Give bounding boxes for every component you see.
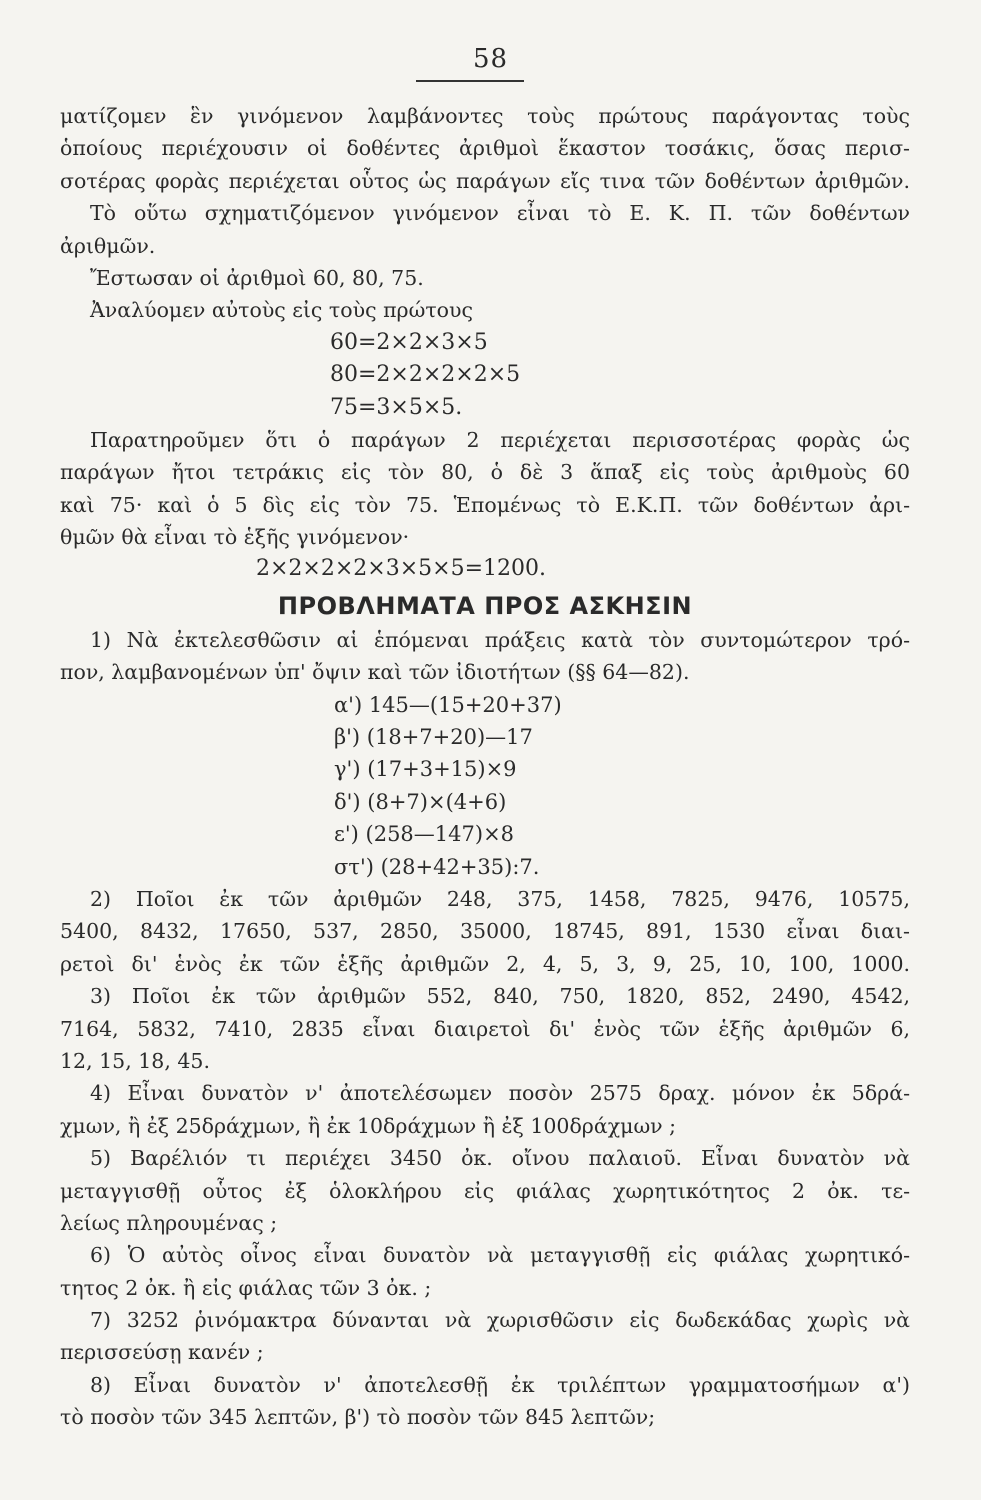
exercise-option: γ') (17+3+15)×9 <box>334 757 517 782</box>
text-line: Ἀναλύομεν αὐτοὺς εἰς τοὺς πρώτους <box>90 298 473 323</box>
text-line: θμῶν θὰ εἶναι τὸ ἑξῆς γινόμενον· <box>60 525 410 550</box>
problem-line: 5400, 8432, 17650, 537, 2850, 35000, 18745, 891, 1530 εἶναι διαι- <box>60 919 910 944</box>
problem-line: 6) Ὁ αὐτὸς οἶνος εἶναι δυνατὸν νὰ μεταγγισθῇ εἰς φιάλας χωρητικό- <box>90 1243 910 1268</box>
section-heading: ΠΡΟΒΛΗΜΑΤΑ ΠΡΟΣ ΑΣΚΗΣΙΝ <box>277 591 693 620</box>
exercise-option: β') (18+7+20)—17 <box>334 725 533 750</box>
problem-line: περισσεύσῃ κανέν ; <box>60 1340 264 1365</box>
result-line: 2×2×2×2×3×5×5=1200. <box>256 556 546 582</box>
exercise-option: στ') (28+42+35):7. <box>334 854 540 879</box>
text-line: παράγων ἤτοι τετράκις εἰς τὸν 80, ὁ δὲ 3 ἅπαξ εἰς τοὺς ἀριθμοὺς 60 <box>60 460 910 485</box>
factorization-line: 80=2×2×2×2×5 <box>330 362 521 388</box>
problem-line: μεταγγισθῇ οὗτος ἐξ ὁλοκλήρου εἰς φιάλας χωρητικότητος 2 ὀκ. τε- <box>60 1178 910 1203</box>
text-line: καὶ 75· καὶ ὁ 5 δὶς εἰς τὸν 75. Ἑπομένως τὸ Ε.Κ.Π. τῶν δοθέντων ἀρι- <box>60 492 910 517</box>
problem-line: 4) Εἶναι δυνατὸν ν' ἀποτελέσωμεν ποσὸν 2575 δραχ. μόνον ἐκ 5δρά- <box>90 1081 910 1106</box>
text-line: ματίζομεν ἓν γινόμενον λαμβάνοντες τοὺς πρώτους παράγοντας τοὺς <box>60 104 910 128</box>
text-line: σοτέρας φορὰς περιέχεται οὗτος ὡς παράγων εἴς τινα τῶν δοθέντων ἀριθμῶν. <box>60 168 910 193</box>
problem-line: 1) Νὰ ἐκτελεσθῶσιν αἱ ἑπόμεναι πράξεις κατὰ τὸν συντομώτερον τρό- <box>90 627 910 652</box>
factorization-line: 60=2×2×3×5 <box>330 329 488 355</box>
problem-line: τὸ ποσὸν τῶν 345 λεπτῶν, β') τὸ ποσὸν τῶν 845 λεπτῶν; <box>60 1405 656 1430</box>
problem-line: 8) Εἶναι δυνατὸν ν' ἀποτελεσθῇ ἐκ τριλέπτων γραμματοσήμων α') <box>90 1372 910 1397</box>
problem-line: 5) Βαρέλιόν τι περιέχει 3450 ὀκ. οἴνου παλαιοῦ. Εἶναι δυνατὸν νὰ <box>90 1146 910 1171</box>
exercise-option: δ') (8+7)×(4+6) <box>334 789 507 814</box>
page-text <box>60 100 910 1434</box>
text-line: ὁποίους περιέχουσιν οἱ δοθέντες ἀριθμοὶ ἕκαστον τοσάκις, ὅσας περισ- <box>60 136 910 161</box>
problem-line: χμων, ἢ ἐξ 25δράχμων, ἢ ἐκ 10δράχμων ἢ ἐξ 100δράχμων ; <box>60 1113 677 1138</box>
problem-line: ρετοὶ δι' ἑνὸς ἐκ τῶν ἑξῆς ἀριθμῶν 2, 4, 5, 3, 9, 25, 10, 100, 1000. <box>60 951 910 976</box>
text-line: Τὸ οὕτω σχηματιζόμενον γινόμενον εἶναι τὸ Ε. Κ. Π. τῶν δοθέντων <box>90 201 910 226</box>
problem-line: τητος 2 ὀκ. ἢ εἰς φιάλας τῶν 3 ὀκ. ; <box>60 1275 432 1300</box>
problem-line: 7) 3252 ῥινόμακτρα δύνανται νὰ χωρισθῶσιν εἰς δωδεκάδας χωρὶς νὰ <box>90 1308 910 1333</box>
problem-line: 2) Ποῖοι ἐκ τῶν ἀριθμῶν 248, 375, 1458, 7825, 9476, 10575, <box>90 886 910 911</box>
problem-line: 12, 15, 18, 45. <box>60 1048 210 1073</box>
exercise-option: ε') (258—147)×8 <box>334 822 515 847</box>
page-number-rule <box>416 80 524 82</box>
problem-line: λείως πληρουμένας ; <box>60 1210 278 1235</box>
exercise-option: α') 145—(15+20+37) <box>334 692 562 717</box>
page-number: 58 <box>472 44 509 74</box>
text-line: Ἔστωσαν οἱ ἀριθμοὶ 60, 80, 75. <box>90 265 424 290</box>
factorization-line: 75=3×5×5. <box>330 394 463 420</box>
problem-line: 7164, 5832, 7410, 2835 εἶναι διαιρετοὶ δι' ἑνὸς τῶν ἑξῆς ἀριθμῶν 6, <box>60 1016 910 1041</box>
text-line: ἀριθμῶν. <box>60 233 156 258</box>
text-line: Παρατηροῦμεν ὅτι ὁ παράγων 2 περιέχεται περισσοτέρας φορὰς ὡς <box>90 427 910 452</box>
problem-line: πον, λαμβανομένων ὑπ' ὄψιν καὶ τῶν ἰδιοτήτων (§§ 64—82). <box>60 660 690 685</box>
problem-line: 3) Ποῖοι ἐκ τῶν ἀριθμῶν 552, 840, 750, 1820, 852, 2490, 4542, <box>90 984 910 1009</box>
